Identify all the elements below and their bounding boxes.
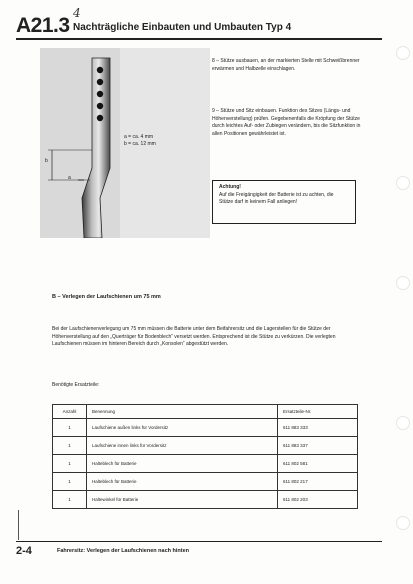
marker-a: a bbox=[68, 175, 71, 181]
cell-number: 611 883 337 bbox=[278, 437, 358, 455]
marker-b: b bbox=[45, 158, 48, 164]
warning-body: Auf die Freigängigkeit der Batterie ist zu achten, die Stütze darf in keinem Fall anliegen! bbox=[219, 192, 334, 205]
table-header-row bbox=[53, 405, 358, 419]
dim-label-a: a = ca. 4 mm bbox=[124, 134, 154, 140]
cell-name: Haltewinkel für Batterie bbox=[87, 491, 278, 509]
binder-hole bbox=[396, 176, 410, 190]
header-number: Ersatzteile-Nr. bbox=[278, 405, 358, 419]
cell-name: Laufschiene innen links für Vordersitz bbox=[87, 437, 278, 455]
warning-box bbox=[212, 180, 356, 224]
section-paragraph: Bei der Laufschienenverlegung um 75 mm müssen die Batterie unter dem Beifahrersitz und die Lagerstellen für die Stütze der Höhenverstellung auf den „Querträger für Bodenblech“ versetzt werden. Entsprechend ist die Stütze zu verkürzen. Die verlegten Laufschienen müssen im hinteren Bereich durch „Konsolen“ abgestützt werden. bbox=[52, 326, 336, 347]
cell-number: 611 883 333 bbox=[278, 419, 358, 437]
cell-qty: 1 bbox=[53, 473, 87, 491]
parts-label: Benötigte Ersatzteile: bbox=[52, 382, 100, 388]
cell-number: 611 802 581 bbox=[278, 455, 358, 473]
section-heading: B – Verlegen der Laufschienen um 75 mm bbox=[52, 294, 161, 300]
table-row bbox=[53, 437, 358, 455]
bar-hole-3 bbox=[97, 91, 103, 97]
binder-hole bbox=[396, 46, 410, 60]
cell-name: Halteblech für Batterie bbox=[87, 473, 278, 491]
cell-name: Laufschiene außen links für Vordersitz bbox=[87, 419, 278, 437]
handwritten-mark: 4 bbox=[73, 6, 81, 20]
cell-number: 611 802 217 bbox=[278, 473, 358, 491]
page-title: Nachträgliche Einbauten und Umbauten Typ 4 bbox=[73, 22, 292, 33]
cell-name: Halteblech für Batterie bbox=[87, 455, 278, 473]
bar-hole-2 bbox=[97, 79, 103, 85]
binder-hole bbox=[396, 276, 410, 290]
table-row bbox=[53, 473, 358, 491]
header-name: Benennung bbox=[87, 405, 278, 419]
bar-hole-4 bbox=[97, 103, 103, 109]
header-rule bbox=[16, 38, 382, 40]
cell-qty: 1 bbox=[53, 491, 87, 509]
parts-table bbox=[52, 404, 358, 509]
cell-number: 611 802 203 bbox=[278, 491, 358, 509]
step-8-text: 8 – Stütze ausbauen, an der markierten Stelle mit Schweißbrenner erwärmen und Halbzelle einschlagen. bbox=[212, 58, 360, 72]
table-row bbox=[53, 455, 358, 473]
binder-hole bbox=[396, 416, 410, 430]
footer-rule bbox=[16, 541, 382, 542]
table-row bbox=[53, 419, 358, 437]
cell-qty: 1 bbox=[53, 455, 87, 473]
cell-qty: 1 bbox=[53, 419, 87, 437]
dim-label-b: b = ca. 12 mm bbox=[124, 141, 156, 147]
table-row bbox=[53, 491, 358, 509]
header-qty: Anzahl bbox=[53, 405, 87, 419]
bar-hole-5 bbox=[97, 115, 103, 121]
cell-qty: 1 bbox=[53, 437, 87, 455]
section-number: A21.3 bbox=[16, 14, 70, 37]
page-number: 2-4 bbox=[16, 545, 32, 557]
warning-title: Achtung! bbox=[219, 184, 241, 190]
bar-hole-1 bbox=[97, 67, 103, 73]
footer-title: Fahrersitz: Verlegen der Laufschienen nach hinten bbox=[57, 548, 190, 554]
margin-rule bbox=[18, 510, 19, 540]
step-9-text: 9 – Stütze und Sitz einbauen. Funktion des Sitzes (Längs- und Höhenverstellung) prüfen. Gegebenenfalls die Kröpfung der Stütze durch leichtes Auf- oder Zubiegen verändern, bis die Sitzfunktion in allen Positionen gewährleistet ist. bbox=[212, 108, 361, 137]
support-bar-figure bbox=[40, 48, 210, 238]
binder-hole bbox=[396, 516, 410, 530]
